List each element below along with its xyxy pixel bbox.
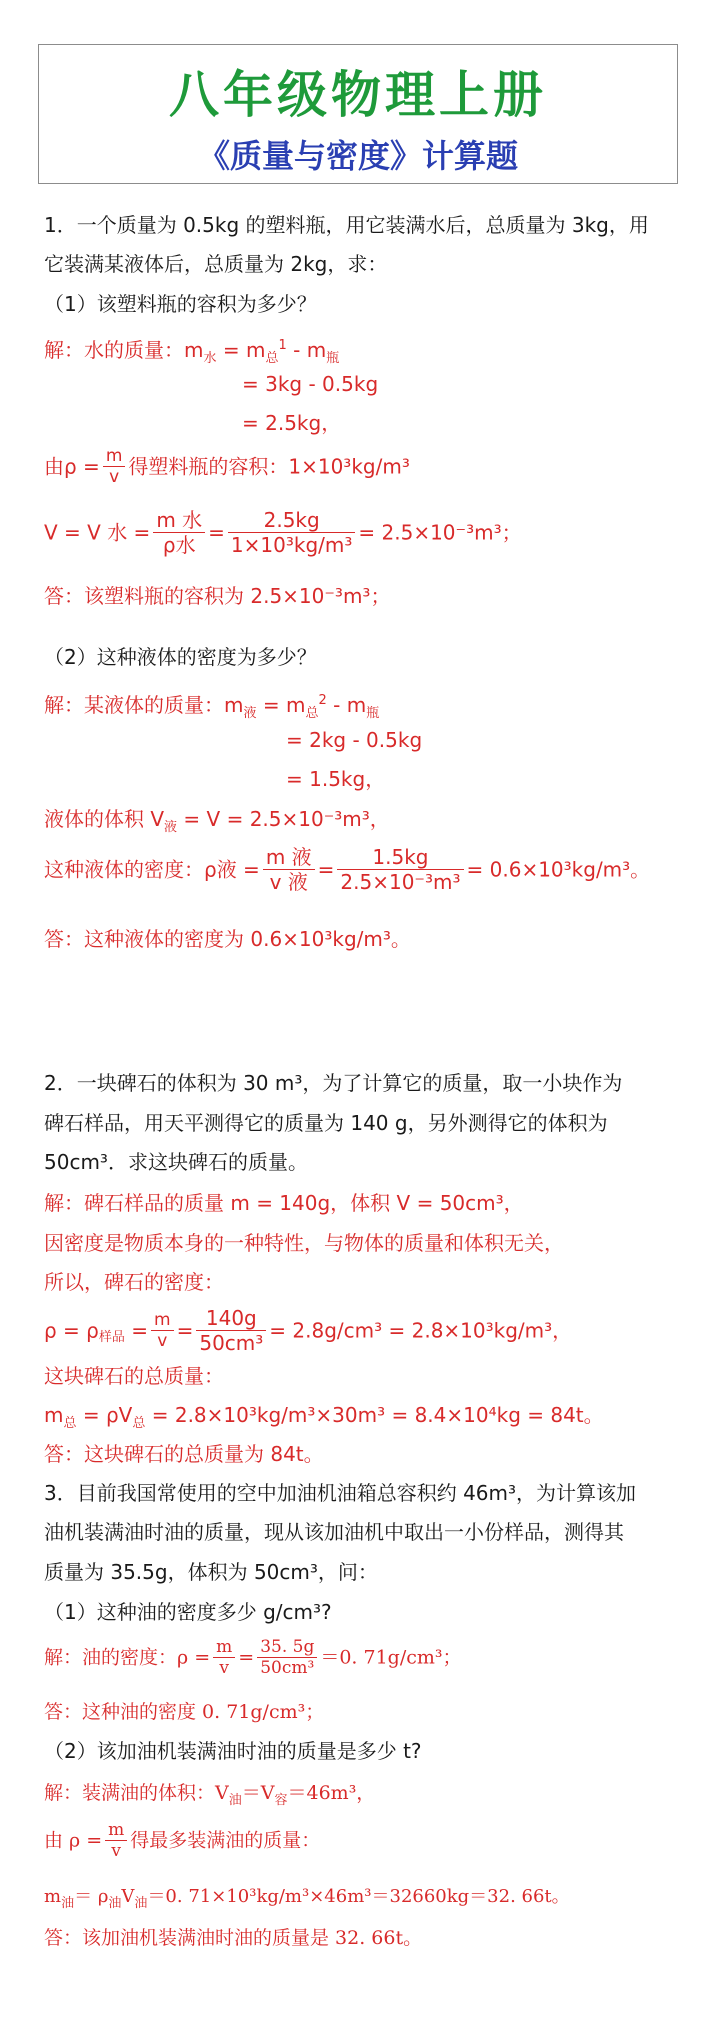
sub-sample: 样品 <box>98 1330 125 1345</box>
p3-solution-line-1 <box>44 1637 462 1678</box>
equals: = <box>317 857 335 882</box>
p3-solution-b-line-1 <box>44 1780 375 1814</box>
numerator: 1.5kg <box>337 845 463 870</box>
p1-part-2: （2）这种液体的密度为多少？ <box>44 645 317 669</box>
sub-oil: 油 <box>134 1896 148 1911</box>
p1-b-eq: = m <box>256 693 306 717</box>
fraction-m-liquid-over-v <box>263 845 315 894</box>
numerator: m <box>213 1637 235 1658</box>
p1-minus: - m <box>286 338 327 362</box>
p2-solution-line-3: 所以，碑石的密度： <box>44 1270 224 1294</box>
page-subtitle: 《质量与密度》计算题 <box>197 137 518 175</box>
p2-rhov: = ρV <box>76 1403 133 1427</box>
equals: = <box>208 520 225 545</box>
p2-solution-line-1: 解：碑石样品的质量 m = 140g，体积 V = 50cm³， <box>44 1191 524 1215</box>
fraction-m-over-v <box>105 1820 127 1861</box>
p1-rho-eq: 由ρ = <box>44 454 100 479</box>
p3-solution-b-line-2 <box>44 1820 320 1861</box>
denominator: v <box>219 1658 229 1678</box>
p2-question-line-1: 2．一块碑石的体积为 30 m³，为了计算它的质量，取一小块作为 <box>44 1071 623 1095</box>
denominator: v <box>111 1841 122 1861</box>
numerator: m <box>103 446 126 467</box>
denominator: 50cm³ <box>199 1331 264 1355</box>
p1-v-result: = 2.5×10⁻³m³； <box>358 520 522 545</box>
equals: = <box>124 1318 149 1343</box>
p3-question-line-2: 油机装满油时油的质量，现从该加油机中取出一小份样品，测得其 <box>44 1520 624 1544</box>
p1-solution-line-1 <box>44 333 339 372</box>
p1-answer-2: 答：这种液体的密度为 0.6×10³kg/m³。 <box>44 927 411 951</box>
p3-oil-density: 解：油的密度：ρ = <box>44 1646 211 1669</box>
denominator: ρ水 <box>162 533 196 557</box>
numerator: m 水 <box>153 508 205 533</box>
sub-water: 水 <box>203 351 217 366</box>
numerator: m 液 <box>263 845 315 870</box>
p3-m: m <box>44 1886 62 1907</box>
equals: = <box>238 1646 255 1669</box>
sub-capacity: 容 <box>274 1793 288 1808</box>
p2-m: m <box>44 1403 64 1427</box>
sub-total: 总 <box>305 706 319 721</box>
p3-rho-eq: 由 ρ = <box>44 1829 103 1852</box>
fraction-values <box>257 1637 317 1678</box>
sub-bottle: 瓶 <box>366 706 380 721</box>
p2-solution-line-4 <box>44 1306 572 1355</box>
sub-total: 总 <box>63 1416 77 1431</box>
sub-total: 总 <box>265 351 279 366</box>
p1-b-volume-value: = V = 2.5×10⁻³m³， <box>177 807 390 831</box>
p1-b-volume: 液体的体积 V <box>44 807 165 831</box>
numerator: m <box>151 1310 174 1331</box>
fraction-m-over-v <box>151 1310 174 1351</box>
p3-answer-1: 答：这种油的密度 0. 71g/cm³； <box>44 1701 325 1723</box>
p1-b-minus: - m <box>326 693 367 717</box>
p3-v: V <box>121 1886 135 1907</box>
denominator: 50cm³ <box>260 1658 315 1678</box>
sub-oil: 油 <box>228 1793 242 1808</box>
p3-part-2: （2）该加油机装满油时油的质量是多少 t? <box>44 1739 422 1763</box>
p1-solution-b-line-5 <box>44 845 650 894</box>
sup-2: 2 <box>318 693 327 708</box>
page-title: 八年级物理上册 <box>169 65 547 124</box>
p2-rho: ρ = ρ <box>44 1318 99 1343</box>
equals-v: ＝V <box>241 1782 275 1804</box>
fraction-m-over-v <box>103 446 126 487</box>
p3-question-line-1: 3．目前我国常使用的空中加油机油箱总容积约 46m³，为计算该加 <box>44 1481 637 1505</box>
p1-solution-line-4 <box>44 446 410 487</box>
p3-volume-value: ＝46m³， <box>287 1782 376 1804</box>
p2-answer: 答：这块碑石的总质量为 84t。 <box>44 1442 324 1466</box>
p1-b-text: 解：某液体的质量：m <box>44 693 244 717</box>
p1-solution-b-line-1 <box>44 688 379 727</box>
p3-rho: ＝ ρ <box>74 1886 109 1907</box>
p2-solution-line-2: 因密度是物质本身的一种特性，与物体的质量和体积无关， <box>44 1231 564 1255</box>
p1-question-line-1: 1．一个质量为 0.5kg 的塑料瓶，用它装满水后，总质量为 3kg，用 <box>44 213 649 237</box>
denominator: 2.5×10⁻³m³ <box>340 870 461 894</box>
p1-eq: = m <box>216 338 266 362</box>
p2-density-result: = 2.8g/cm³ = 2.8×10³kg/m³， <box>269 1318 573 1343</box>
p3-answer-2: 答：该加油机装满油时油的质量是 32. 66t。 <box>44 1927 423 1949</box>
p3-solution-b-line-3 <box>44 1884 570 1917</box>
sub-total: 总 <box>132 1416 146 1431</box>
p1-solution-b-line-4 <box>44 806 390 841</box>
fraction-values <box>228 508 355 557</box>
equals: = <box>176 1318 194 1343</box>
fraction-values <box>337 845 463 894</box>
sub-liquid: 液 <box>164 820 178 835</box>
p1-density-result: = 0.6×10³kg/m³。 <box>466 857 651 882</box>
p3-mass-result: ＝0. 71×10³kg/m³×46m³＝32660kg＝32. 66t。 <box>147 1886 570 1907</box>
p3-mass-text: 得最多装满油的质量： <box>130 1829 321 1852</box>
sup-1: 1 <box>278 338 287 353</box>
p1-solution-b-line-3: = 1.5kg， <box>286 767 386 791</box>
p1-solution-line-2: = 3kg - 0.5kg <box>242 372 379 396</box>
p1-question-line-2: 它装满某液体后，总质量为 2kg，求： <box>44 252 388 276</box>
numerator: m <box>105 1820 127 1841</box>
p2-question-line-2: 碑石样品，用天平测得它的质量为 140 g，另外测得它的体积为 <box>44 1111 608 1135</box>
p2-mass-result: = 2.8×10³kg/m³×30m³ = 8.4×10⁴kg = 84t。 <box>145 1403 604 1427</box>
p3-density-result: ＝0. 71g/cm³； <box>320 1646 462 1669</box>
p1-sol-text: 解：水的质量：m <box>44 338 204 362</box>
denominator: v 液 <box>269 870 308 894</box>
numerator: 140g <box>196 1306 266 1331</box>
p2-solution-line-6 <box>44 1402 604 1437</box>
fraction-values <box>196 1306 266 1355</box>
numerator: 35. 5g <box>257 1637 317 1658</box>
sub-oil: 油 <box>108 1896 122 1911</box>
sub-oil: 油 <box>61 1896 75 1911</box>
p1-v-eq: V = V 水 = <box>44 520 151 545</box>
p1-density-eq: 这种液体的密度：ρ液 = <box>44 857 260 882</box>
p3-part-1: （1）这种油的密度多少 g/cm³? <box>44 1600 332 1624</box>
fraction-m-water-over-rho <box>153 508 205 557</box>
p3-volume-text: 解：装满油的体积：V <box>44 1782 229 1804</box>
p1-solution-b-line-2: = 2kg - 0.5kg <box>286 728 423 752</box>
denominator: v <box>157 1331 168 1351</box>
sub-bottle: 瓶 <box>326 351 340 366</box>
numerator: 2.5kg <box>228 508 355 533</box>
p2-question-line-3: 50cm³．求这块碑石的质量。 <box>44 1150 308 1174</box>
denominator: 1×10³kg/m³ <box>230 533 353 557</box>
p3-question-line-3: 质量为 35.5g，体积为 50cm³，问： <box>44 1560 378 1584</box>
p1-volume-text: 得塑料瓶的容积：1×10³kg/m³ <box>128 454 410 479</box>
denominator: v <box>109 467 120 487</box>
p1-solution-line-3: = 2.5kg， <box>242 411 342 435</box>
p1-answer-1: 答：该塑料瓶的容积为 2.5×10⁻³m³； <box>44 584 391 608</box>
p1-part-1: （1）该塑料瓶的容积为多少？ <box>44 292 317 316</box>
fraction-m-over-v <box>213 1637 235 1678</box>
p1-solution-line-5 <box>44 508 522 557</box>
title-box <box>38 44 678 184</box>
p2-solution-line-5: 这块碑石的总质量： <box>44 1364 224 1388</box>
sub-liquid: 液 <box>243 706 257 721</box>
